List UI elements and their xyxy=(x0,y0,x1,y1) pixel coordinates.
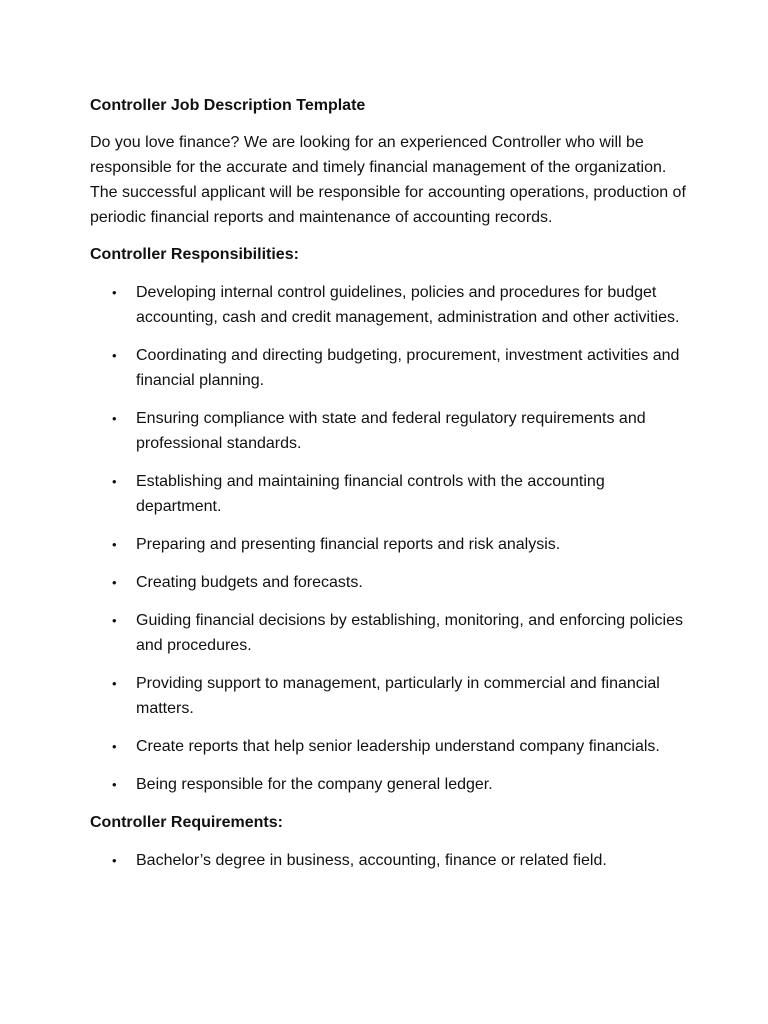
requirements-list xyxy=(90,848,690,873)
bullet-icon: • xyxy=(112,474,117,489)
document-body xyxy=(90,93,690,886)
list-item-text: Create reports that help senior leadership understand company financials. xyxy=(136,738,660,755)
list-item xyxy=(90,570,690,595)
bullet-icon: • xyxy=(112,537,117,552)
list-item-text: Developing internal control guidelines, policies and procedures for budget accounting, cash and credit management, administration and other activities. xyxy=(136,284,680,326)
document-title: Controller Job Description Template xyxy=(90,97,366,114)
bullet-icon: • xyxy=(112,853,117,868)
bullet-icon: • xyxy=(112,613,117,628)
responsibilities-heading: Controller Responsibilities: xyxy=(90,246,299,263)
list-item xyxy=(90,734,690,759)
list-item-text: Bachelor’s degree in business, accounting, finance or related field. xyxy=(136,852,607,869)
bullet-icon: • xyxy=(112,575,117,590)
bullet-icon: • xyxy=(112,285,117,300)
requirements-heading: Controller Requirements: xyxy=(90,814,283,831)
list-item xyxy=(90,608,690,658)
list-item-text: Preparing and presenting financial reports and risk analysis. xyxy=(136,536,561,553)
list-item xyxy=(90,406,690,456)
bullet-icon: • xyxy=(112,777,117,792)
list-item xyxy=(90,469,690,519)
list-item xyxy=(90,772,690,797)
list-item xyxy=(90,280,690,330)
list-item-text: Providing support to management, particularly in commercial and financial matters. xyxy=(136,675,660,717)
bullet-icon: • xyxy=(112,411,117,426)
list-item-text: Creating budgets and forecasts. xyxy=(136,574,363,591)
bullet-icon: • xyxy=(112,739,117,754)
list-item-text: Ensuring compliance with state and federal regulatory requirements and professional standards. xyxy=(136,410,646,452)
list-item xyxy=(90,532,690,557)
bullet-icon: • xyxy=(112,676,117,691)
bullet-icon: • xyxy=(112,348,117,363)
list-item xyxy=(90,848,690,873)
list-item-text: Coordinating and directing budgeting, procurement, investment activities and financial planning. xyxy=(136,347,680,389)
list-item xyxy=(90,343,690,393)
responsibilities-list xyxy=(90,280,690,797)
list-item-text: Being responsible for the company general ledger. xyxy=(136,776,493,793)
list-item-text: Guiding financial decisions by establishing, monitoring, and enforcing policies and procedures. xyxy=(136,612,683,654)
list-item xyxy=(90,671,690,721)
intro-paragraph: Do you love finance? We are looking for an experienced Controller who will be responsible for the accurate and timely financial management of the organization. The successful applicant will be responsible for accounting operations, production of periodic financial reports and maintenance of accounting records. xyxy=(90,134,686,226)
list-item-text: Establishing and maintaining financial controls with the accounting department. xyxy=(136,473,605,515)
